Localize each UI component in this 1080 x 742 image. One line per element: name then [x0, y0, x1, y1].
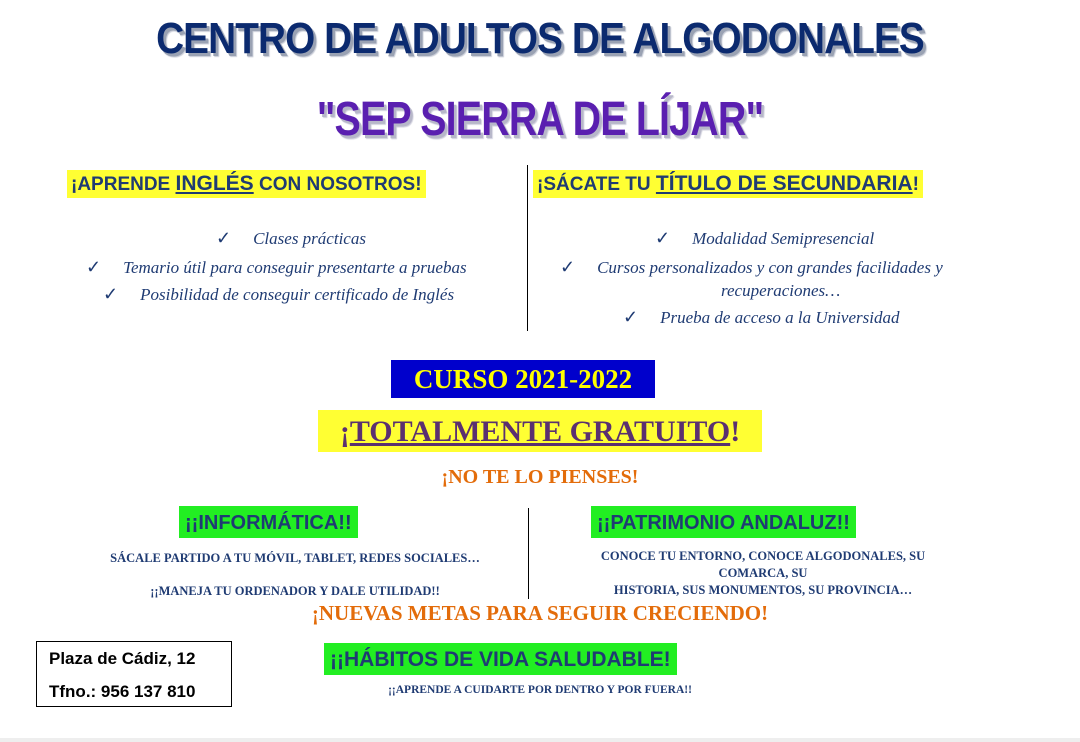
bottom-divider — [528, 508, 529, 599]
list-item-text: Cursos personalizados y con grandes facilidades y — [597, 258, 943, 277]
list-item-continuation: recuperaciones… — [721, 281, 841, 300]
free-banner — [318, 410, 762, 452]
address-text: Plaza de Cádiz, 12 — [49, 649, 196, 668]
free-pre: ¡ — [339, 415, 350, 448]
check-icon: ✓ — [216, 228, 232, 248]
contact-box — [36, 641, 232, 707]
english-header-pre: ¡APRENDE — [71, 174, 176, 195]
it-line-2: ¡¡MANEJA TU ORDENADOR Y DALE UTILIDAD!! — [150, 584, 440, 598]
list-item-text: Posibilidad de conseguir certificado de Inglés — [140, 285, 455, 304]
list-item — [86, 257, 467, 278]
heritage-line-2: COMARCA, SU — [718, 566, 808, 580]
list-item-text: Temario útil para conseguir presentarte a pruebas — [123, 258, 467, 277]
check-icon: ✓ — [103, 284, 119, 304]
bottom-edge — [0, 738, 1080, 742]
check-icon: ✓ — [655, 228, 671, 248]
heritage-header: ¡¡PATRIMONIO ANDALUZ!! — [591, 506, 856, 538]
english-header-post: CON NOSOTROS! — [253, 174, 422, 195]
health-line: ¡¡APRENDE A CUIDARTE POR DENTRO Y POR FUERA!! — [388, 684, 692, 696]
secondary-header-pre: ¡SÁCATE TU — [537, 174, 656, 195]
secondary-header — [533, 170, 923, 198]
secondary-header-post: ! — [912, 174, 919, 195]
goals-slogan: ¡NUEVAS METAS PARA SEGUIR CRECIENDO! — [311, 601, 769, 625]
it-header: ¡¡INFORMÁTICA!! — [179, 506, 358, 538]
list-item — [655, 228, 874, 249]
check-icon: ✓ — [86, 257, 102, 277]
top-divider — [527, 165, 528, 331]
phone-text: Tfno.: 956 137 810 — [49, 682, 196, 701]
heritage-line-3: HISTORIA, SUS MONUMENTOS, SU PROVINCIA… — [613, 583, 913, 597]
english-header-emphasis: INGLÉS — [175, 172, 254, 195]
heritage-line-1: CONOCE TU ENTORNO, CONOCE ALGODONALES, SU — [600, 549, 926, 563]
list-item — [560, 257, 943, 278]
list-item-text: Modalidad Semipresencial — [692, 229, 875, 248]
english-header — [67, 170, 426, 198]
slogan: ¡NO TE LO PIENSES! — [441, 466, 639, 488]
check-icon: ✓ — [623, 307, 639, 327]
main-title: CENTRO DE ADULTOS DE ALGODONALES — [156, 14, 924, 63]
list-item — [103, 284, 454, 305]
check-icon: ✓ — [560, 257, 576, 277]
course-year-badge: CURSO 2021-2022 — [391, 360, 655, 398]
list-item-text: Clases prácticas — [253, 229, 366, 248]
it-line-1: SÁCALE PARTIDO A TU MÓVIL, TABLET, REDES SOCIALES… — [110, 551, 480, 565]
secondary-header-emphasis: TÍTULO DE SECUNDARIA — [655, 172, 913, 195]
list-item-text: Prueba de acceso a la Universidad — [660, 308, 900, 327]
list-item — [623, 307, 899, 328]
health-header: ¡¡HÁBITOS DE VIDA SALUDABLE! — [324, 643, 677, 675]
subtitle: "SEP SIERRA DE LÍJAR" — [316, 93, 764, 146]
free-post: ! — [730, 415, 741, 448]
list-item — [216, 228, 366, 249]
free-main: TOTALMENTE GRATUITO — [349, 415, 731, 448]
